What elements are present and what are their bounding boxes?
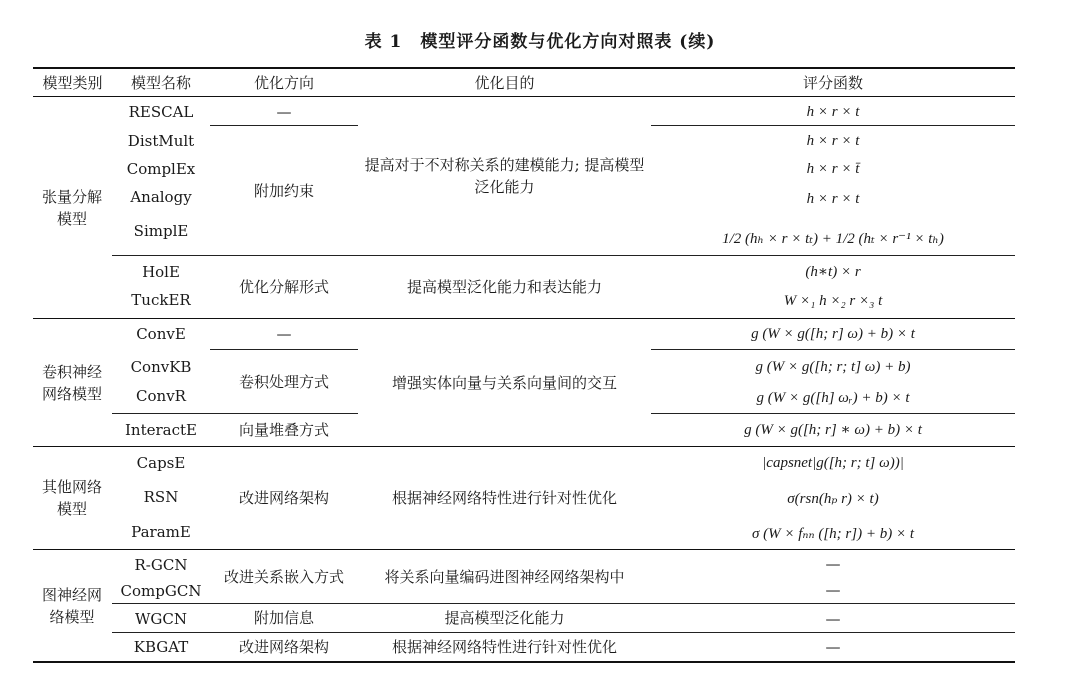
- score-parame: σ (W × fₙₙ ([h; r]) + b) × t: [752, 526, 914, 542]
- model-wgcn: WGCN: [134, 609, 187, 628]
- score-interacte: g (W × g([h; r] ∗ ω) + b) × t: [744, 422, 922, 438]
- header-category: 模型类别: [42, 73, 103, 92]
- model-conve: ConvE: [136, 325, 186, 343]
- purpose-nnopt-other: 根据神经网络特性进行针对性优化: [391, 489, 617, 507]
- direction-dash-tensor: —: [276, 103, 292, 121]
- score-convr: g (W × g([h] ωᵣ) + b) × t: [756, 390, 910, 406]
- direction-conv: 卷积处理方式: [238, 372, 329, 391]
- category-other: 其他网络模型: [41, 478, 102, 518]
- score-conve: g (W × g([h; r] ω) + b) × t: [751, 326, 915, 342]
- direction-relembed: 改进关系嵌入方式: [223, 567, 344, 586]
- direction-decomp: 优化分解形式: [238, 278, 329, 296]
- score-rgcn: —: [825, 555, 841, 573]
- model-rsn: RSN: [143, 488, 179, 506]
- model-complex: ComplEx: [126, 160, 196, 178]
- purpose-expr: 提高模型泛化能力和表达能力: [406, 278, 602, 296]
- score-kbgat: —: [825, 638, 841, 656]
- header-direction: 优化方向: [253, 73, 314, 92]
- rule-convr-score: [651, 413, 1015, 414]
- header-score: 评分函数: [802, 73, 863, 92]
- direction-dash-conv: —: [276, 325, 292, 343]
- model-simple: SimplE: [133, 222, 189, 240]
- score-hole: (h∗t) × r: [805, 264, 861, 280]
- model-analogy: Analogy: [130, 188, 192, 206]
- rule-conve-score: [651, 349, 1015, 350]
- direction-stack: 向量堆叠方式: [238, 421, 329, 439]
- score-simple: 1/2 (hₕ × r × tₜ) + 1/2 (hₜ × r⁻¹ × tₕ): [722, 231, 944, 247]
- model-convr: ConvR: [136, 387, 186, 405]
- caption-title: 模型评分函数与优化方向对照表 (续): [420, 32, 716, 52]
- model-rgcn: R-GCN: [134, 556, 188, 574]
- direction-arch-graph: 改进网络架构: [238, 638, 329, 656]
- score-compgcn: —: [825, 581, 841, 599]
- model-tucker: TuckER: [131, 291, 191, 309]
- purpose-encode: 将关系向量编码进图神经网络架构中: [384, 567, 625, 586]
- model-rescal: RESCAL: [128, 103, 194, 121]
- category-tensor: 张量分解模型: [41, 187, 102, 228]
- score-convkb: g (W × g([h; r; t] ω) + b): [755, 359, 911, 375]
- direction-arch-other: 改进网络架构: [238, 489, 329, 507]
- purpose-nnopt-graph: 根据神经网络特性进行针对性优化: [391, 638, 617, 656]
- purpose-asym: 提高对于不对称关系的建模能力; 提高模型泛化能力: [364, 156, 645, 196]
- model-hole: HolE: [142, 263, 180, 281]
- category-graph: 图神经网络模型: [41, 585, 102, 626]
- purpose-general: 提高模型泛化能力: [444, 609, 565, 627]
- model-compgcn: CompGCN: [120, 582, 202, 600]
- caption-number: 表 1: [364, 32, 403, 52]
- rule-rescal-score: [651, 125, 1015, 126]
- model-kbgat: KBGAT: [133, 638, 189, 656]
- model-capse: CapsE: [136, 454, 186, 472]
- score-complex: h × r × t̄: [806, 161, 860, 177]
- bottom-rule: [33, 661, 1015, 663]
- table-caption: [0, 27, 1080, 52]
- model-parame: ParamE: [131, 523, 191, 541]
- header-model: 模型名称: [130, 73, 191, 92]
- score-distmult: h × r × t: [806, 133, 860, 149]
- header-purpose: 优化目的: [474, 73, 535, 92]
- score-tucker: W ×₁ h ×₂ r ×₃ t: [783, 293, 883, 309]
- score-analogy: h × r × t: [806, 191, 860, 207]
- direction-extra: 附加信息: [253, 609, 314, 627]
- score-capse: |capsnet|g([h; r; t] ω))|: [762, 455, 904, 471]
- model-distmult: DistMult: [127, 132, 195, 150]
- model-interacte: InteractE: [125, 421, 197, 439]
- category-conv: 卷积神经网络模型: [41, 362, 102, 403]
- score-rescal: h × r × t: [806, 104, 860, 120]
- header-rule: [33, 96, 1015, 97]
- score-rsn: σ(rsn(hₚ r) × t): [787, 491, 879, 507]
- direction-constraint: 附加约束: [253, 181, 314, 200]
- model-convkb: ConvKB: [130, 358, 192, 376]
- purpose-interact: 增强实体向量与关系向量间的交互: [391, 373, 617, 392]
- score-wgcn: —: [825, 609, 841, 628]
